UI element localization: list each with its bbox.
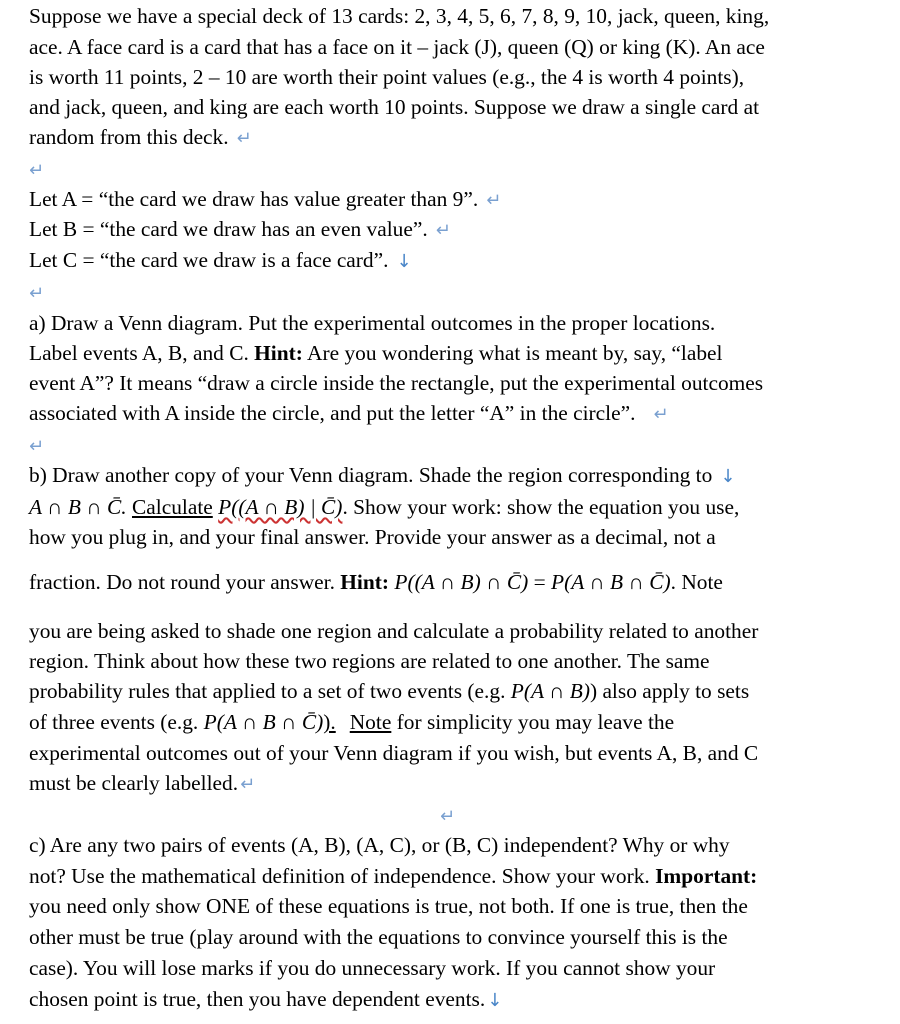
part-a-line-3: event A”? It means “draw a circle inside the rectangle, put the experimental outcomes	[29, 371, 764, 395]
paragraph-mark-icon: ↵	[435, 220, 451, 241]
part-c-line-5: case). You will lose marks if you do unnecessary work. If you cannot show your	[29, 956, 716, 980]
math-expression: P((A ∩ B) ∩ C̄)	[394, 570, 529, 594]
empty-paragraph	[440, 805, 455, 826]
part-b-line-5: you are being asked to shade one region and calculate a probability related to another	[29, 619, 759, 643]
paragraph-mark-icon: ↵	[29, 160, 45, 181]
part-b-line-6: region. Think about how these two regions are related to one another. The same	[29, 649, 710, 673]
intro-line-5-text: random from this deck.	[29, 125, 229, 149]
definition-c: Let C = “the card we draw is a face card”. ↓	[29, 248, 412, 272]
math-expression: P(A ∩ B ∩ C̄)	[551, 570, 671, 594]
part-a-line-4: associated with A inside the circle, and put the letter “A” in the circle”. ↵	[29, 401, 669, 425]
intro-line-5	[29, 127, 252, 148]
note-link: Note	[349, 710, 392, 734]
intro-line-2: ace. A face card is a card that has a face on it – jack (J), queen (Q) or king (K). An ace	[29, 35, 765, 59]
part-a-line-2: Label events A, B, and C. Hint: Are you wondering what is meant by, say, “label	[29, 341, 723, 365]
intro-line-3: is worth 11 points, 2 – 10 are worth their point values (e.g., the 4 is worth 4 points),	[29, 65, 745, 89]
paragraph-mark-icon: ↵	[486, 190, 502, 211]
part-b-line-10: must be clearly labelled. ↵	[29, 771, 256, 795]
part-b-line-8: of three events (e.g. P(A ∩ B ∩ C̄)). Note for simplicity you may leave the	[29, 710, 675, 734]
empty-paragraph	[29, 282, 44, 303]
hint-label: Hint:	[340, 570, 390, 594]
hint-label: Hint:	[254, 341, 303, 365]
empty-paragraph	[29, 435, 44, 456]
paragraph-mark-icon: ↵	[653, 404, 669, 425]
paragraph-mark-icon: ↵	[440, 806, 456, 827]
part-b-line-2: A ∩ B ∩ C̄. Calculate P((A ∩ B) | C̄). Show your work: show the equation you use,	[29, 495, 740, 519]
part-b-line-9: experimental outcomes out of your Venn diagram if you wish, but events A, B, and C	[29, 741, 759, 765]
part-c-line-1: c) Are any two pairs of events (A, B), (A, C), or (B, C) independent? Why or why	[29, 833, 730, 857]
math-expression: P(A ∩ B)	[510, 679, 590, 703]
part-c-line-3: you need only show ONE of these equations is true, not both. If one is true, then the	[29, 894, 748, 918]
part-c-line-6: chosen point is true, then you have dependent events. ↓	[29, 987, 503, 1011]
intro-line-1: Suppose we have a special deck of 13 cards: 2, 3, 4, 5, 6, 7, 8, 9, 10, jack, queen, king,	[29, 4, 770, 28]
math-expression: A ∩ B ∩ C̄.	[29, 495, 132, 519]
paragraph-mark-icon: ↵	[236, 128, 252, 149]
math-expression: P(A ∩ B ∩ C̄)	[203, 710, 324, 734]
paragraph-mark-icon: ↵	[29, 283, 45, 304]
part-c-line-2: not? Use the mathematical definition of independence. Show your work. Important:	[29, 864, 758, 888]
line-break-down-arrow-icon: ↓	[487, 990, 503, 1011]
intro-line-4: and jack, queen, and king are each worth 10 points. Suppose we draw a single card at	[29, 95, 760, 119]
part-b-line-3: how you plug in, and your final answer. Provide your answer as a decimal, not a	[29, 525, 716, 549]
math-expression: P((A ∩ B) | C̄)	[218, 495, 343, 519]
part-c-line-4: other must be true (play around with the equations to convince yourself this is the	[29, 925, 728, 949]
part-b-line-1: b) Draw another copy of your Venn diagram. Shade the region corresponding to ↓	[29, 463, 736, 487]
definition-b: Let B = “the card we draw has an even value”. ↵	[29, 217, 451, 241]
empty-paragraph	[29, 159, 44, 180]
definition-a: Let A = “the card we draw has value greater than 9”. ↵	[29, 187, 502, 211]
part-b-line-7: probability rules that applied to a set of two events (e.g. P(A ∩ B)) also apply to sets	[29, 679, 750, 703]
calculate-word: Calculate	[132, 495, 213, 519]
part-a-line-1: a) Draw a Venn diagram. Put the experimental outcomes in the proper locations.	[29, 311, 716, 335]
part-b-line-4: fraction. Do not round your answer. Hint: P((A ∩ B) ∩ C̄) = P(A ∩ B ∩ C̄). Note	[29, 570, 723, 594]
line-break-down-arrow-icon: ↓	[396, 251, 412, 272]
paragraph-mark-icon: ↵	[240, 774, 256, 795]
line-break-down-arrow-icon: ↓	[720, 466, 736, 487]
paragraph-mark-icon: ↵	[29, 436, 45, 457]
important-label: Important:	[655, 864, 758, 888]
